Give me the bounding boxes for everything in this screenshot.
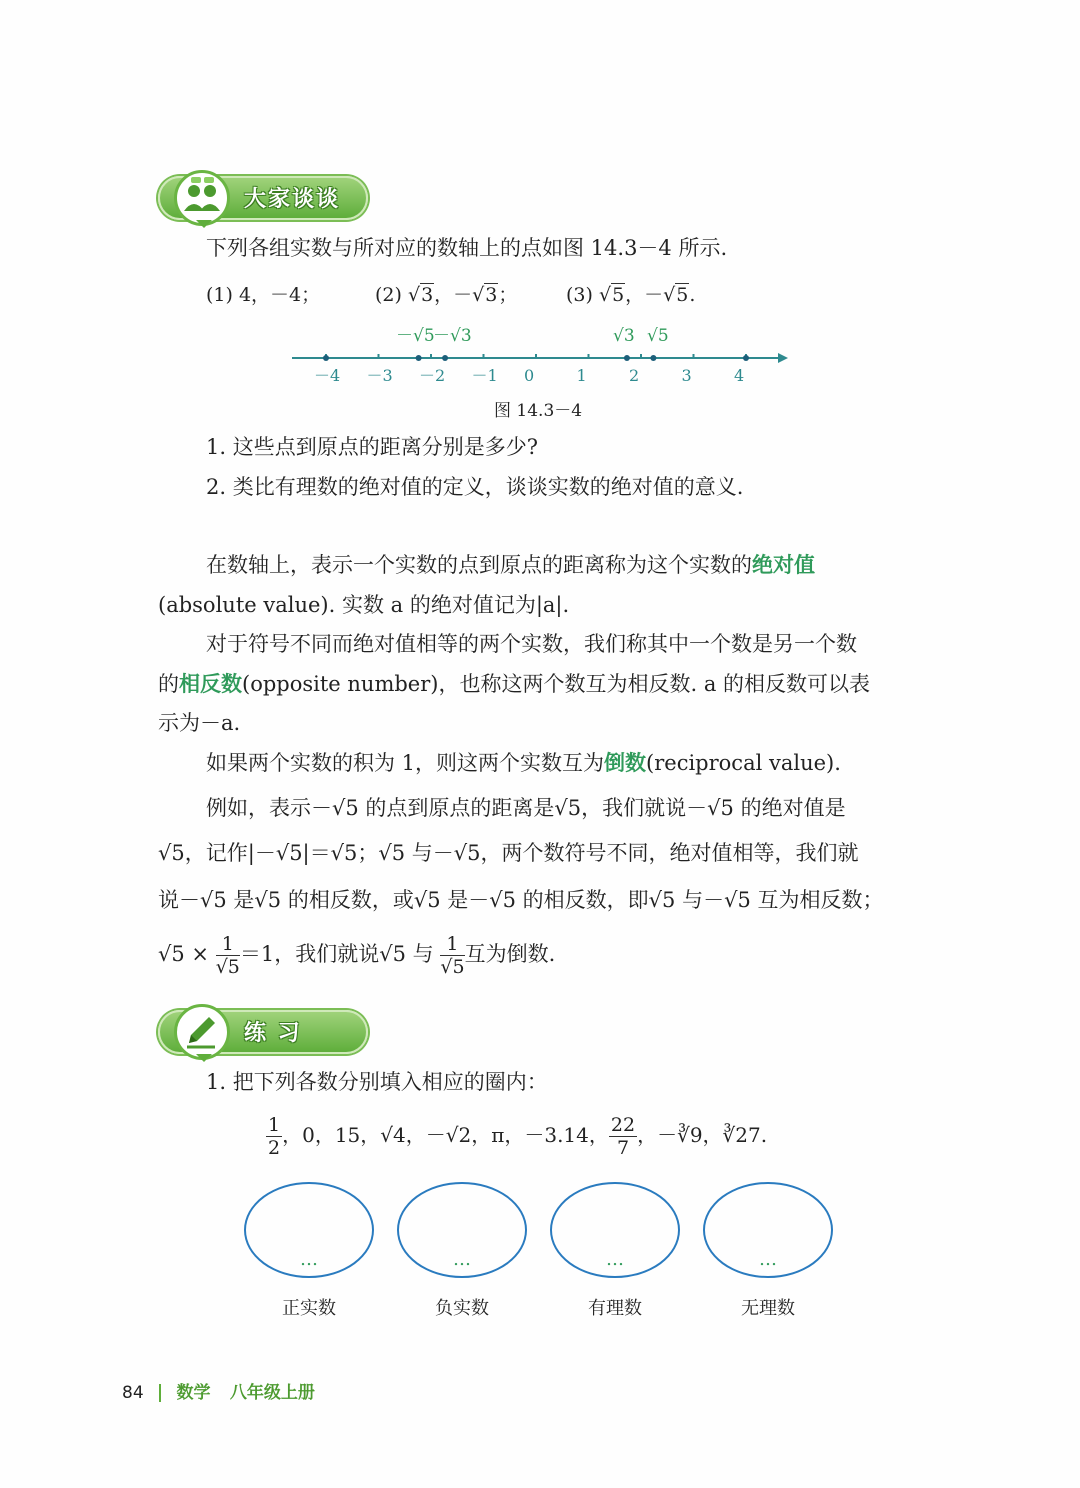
number-line-point bbox=[323, 355, 329, 361]
point-label-neg-sqrt3: －√3 bbox=[433, 326, 472, 346]
section-title: 练 习 bbox=[244, 1021, 302, 1046]
circle-rational: … bbox=[550, 1182, 680, 1278]
exercise-q1: 1. 把下列各数分别填入相应的圈内： bbox=[206, 1070, 548, 1094]
intro-text: 下列各组实数与所对应的数轴上的点如图 14.3－4 所示. bbox=[206, 236, 728, 260]
section-banner-practice bbox=[158, 1010, 368, 1054]
tick-label: －2 bbox=[419, 366, 446, 385]
number-line-point bbox=[624, 355, 630, 361]
group-2: (2) √3，－√3； bbox=[375, 284, 518, 306]
circle-positive-real: … bbox=[244, 1182, 374, 1278]
para2-line2: 的相反数(opposite number)，也称这两个数互为相反数. a 的相反数可以表 bbox=[158, 672, 871, 696]
group-3: (3) √5，－√5. bbox=[566, 284, 696, 306]
footer-divider bbox=[159, 1384, 161, 1402]
exercise-numbers: $\frac{1}{2}$ ，0，15，√4，－√2，π，－3.14， $\frac{22}{7}$ ，－∛9，∛27. bbox=[268, 1114, 768, 1159]
section-banner-discuss bbox=[158, 176, 368, 220]
tick-label: 3 bbox=[681, 366, 692, 385]
pencil-icon bbox=[174, 1004, 230, 1060]
number-line-point bbox=[416, 355, 422, 361]
question-2: 2. 类比有理数的绝对值的定义，谈谈实数的绝对值的意义. bbox=[206, 475, 744, 499]
para1-line1: 在数轴上，表示一个实数的点到原点的距离称为这个实数的绝对值 bbox=[206, 553, 815, 577]
number-line-point bbox=[743, 355, 749, 361]
page-number: 84 bbox=[122, 1383, 144, 1403]
grade: 八年级上册 bbox=[229, 1383, 315, 1403]
tick-label: 0 bbox=[524, 366, 535, 385]
tick-label: 4 bbox=[734, 366, 745, 385]
term-absolute-value: 绝对值 bbox=[752, 553, 815, 577]
tick-label: －1 bbox=[471, 366, 498, 385]
para4-line4: √5 × $\frac{1}{√5}$ ＝1，我们就说√5 与 $\frac{1}{√5}$ 互为倒数. bbox=[158, 933, 556, 978]
page-footer bbox=[122, 1378, 315, 1403]
tick-label: －4 bbox=[314, 366, 341, 385]
number-line bbox=[286, 320, 796, 390]
label-rational: 有理数 bbox=[588, 1298, 642, 1319]
circle-irrational: … bbox=[703, 1182, 833, 1278]
number-line-point bbox=[650, 355, 656, 361]
para2-line1: 对于符号不同而绝对值相等的两个实数，我们称其中一个数是另一个数 bbox=[206, 632, 857, 656]
figure-caption: 图 14.3－4 bbox=[494, 401, 583, 421]
circle-negative-real: … bbox=[397, 1182, 527, 1278]
number-line-point bbox=[442, 355, 448, 361]
tick-label: －3 bbox=[366, 366, 393, 385]
point-label-sqrt5: √5 bbox=[647, 326, 669, 346]
label-negative-real: 负实数 bbox=[435, 1298, 489, 1319]
point-label-sqrt3: √3 bbox=[613, 326, 635, 346]
label-irrational: 无理数 bbox=[741, 1298, 795, 1319]
term-reciprocal: 倒数 bbox=[604, 751, 647, 775]
fraction-one-over-sqrt5: $\frac{1}{√5}$ bbox=[215, 933, 240, 978]
para2-line3: 示为－a. bbox=[158, 711, 241, 735]
section-title: 大家谈谈 bbox=[244, 187, 341, 212]
group-1: (1) 4，－4； bbox=[206, 284, 321, 306]
subject: 数学 bbox=[176, 1383, 211, 1403]
tick-label: 2 bbox=[629, 366, 640, 385]
para3-line1: 如果两个实数的积为 1，则这两个实数互为倒数(reciprocal value). bbox=[206, 751, 841, 775]
question-1: 1. 这些点到原点的距离分别是多少? bbox=[206, 435, 538, 459]
tick-label: 1 bbox=[576, 366, 587, 385]
para1-line2: (absolute value). 实数 a 的绝对值记为|a|. bbox=[158, 593, 570, 617]
fraction-one-over-sqrt5-2: $\frac{1}{√5}$ bbox=[440, 933, 465, 978]
fraction-one-half: $\frac{1}{2}$ bbox=[268, 1114, 281, 1159]
para4-line3: 说－√5 是√5 的相反数，或√5 是－√5 的相反数，即√5 与－√5 互为相反数； bbox=[158, 888, 884, 912]
fraction-22-7: $\frac{22}{7}$ bbox=[610, 1114, 636, 1159]
para4-line1: 例如，表示－√5 的点到原点的距离是√5，我们就说－√5 的绝对值是 bbox=[206, 796, 846, 820]
term-opposite-number: 相反数 bbox=[179, 672, 242, 696]
people-icon bbox=[174, 170, 230, 226]
point-label-neg-sqrt5: －√5 bbox=[396, 326, 435, 346]
para4-line2: √5，记作|－√5|＝√5；√5 与－√5，两个数符号不同，绝对值相等，我们就 bbox=[158, 841, 859, 865]
label-positive-real: 正实数 bbox=[282, 1298, 336, 1319]
